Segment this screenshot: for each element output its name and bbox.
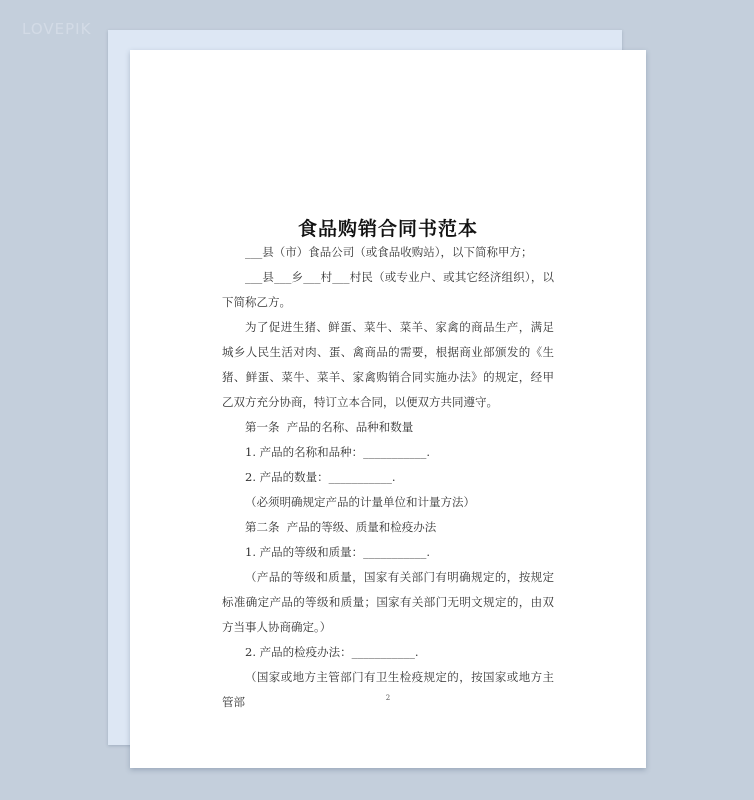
paragraph-party-b: ___县___乡___村___村民（或专业户、或其它经济组织），以下简称乙方。	[222, 270, 554, 309]
page-number: 2	[385, 694, 391, 702]
paragraph-purpose: 为了促进生猪、鲜蛋、菜牛、菜羊、家禽的商品生产，满足城乡人民生活对肉、蛋、禽商品的需要，根据商业部颁发的《生猪、鲜蛋、菜牛、菜羊、家禽购销合同实施办法》的规定，经甲乙双方充分协商，特订立本合同，以便双方共同遵守。	[222, 320, 554, 409]
list-item: 1. 产品的等级和质量：___________.	[245, 545, 431, 559]
list-item: 2. 产品的数量：___________.	[245, 470, 396, 484]
list-item: 1. 产品的名称和品种：___________.	[245, 445, 431, 459]
list-item: 2. 产品的检疫办法：___________.	[245, 645, 419, 659]
article-1-heading: 第一条 产品的名称、品种和数量	[245, 420, 414, 434]
note-paragraph: （国家或地方主管部门有卫生检疫规定的，按国家或地方主管部	[222, 670, 554, 709]
note-paragraph: （产品的等级和质量，国家有关部门有明确规定的，按规定标准确定产品的等级和质量；国家有关部门无明文规定的，由双方当事人协商确定。）	[222, 570, 554, 634]
note-paragraph: （必须明确规定产品的计量单位和计量方法）	[245, 495, 475, 509]
paragraph-party-a: ___县（市）食品公司（或食品收购站），以下简称甲方；	[245, 245, 533, 259]
article-2-heading: 第二条 产品的等级、质量和检疫办法	[245, 520, 437, 534]
document-body	[222, 240, 554, 715]
watermark-logo: LOVEPIK	[22, 20, 92, 38]
document-title: 食品购销合同书范本	[297, 218, 478, 240]
